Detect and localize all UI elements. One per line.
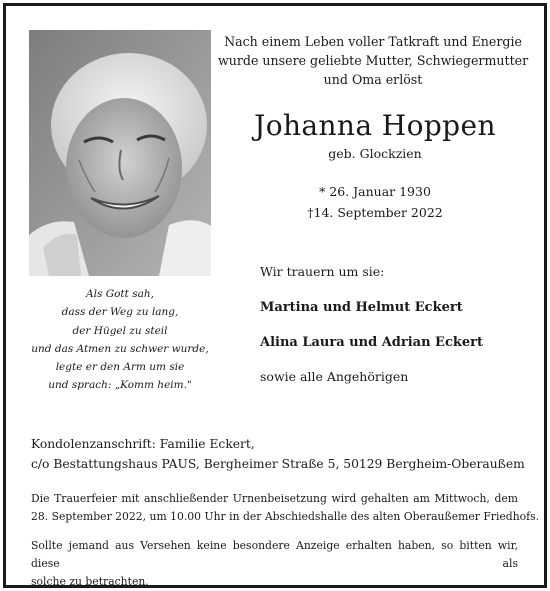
death-date: †14. September 2022 [307, 205, 443, 220]
notice-line: solche zu betrachten. [31, 575, 149, 588]
notice-text [31, 537, 518, 591]
relatives-line: sowie alle Angehörigen [260, 369, 409, 384]
poem [22, 285, 218, 395]
poem-line: der Hügel zu steil [72, 324, 168, 337]
poem-line: legte er den Arm um sie [55, 361, 185, 374]
mourner-name: Alina Laura und Adrian Eckert [260, 335, 484, 350]
birth-date: * 26. Januar 1930 [319, 184, 431, 199]
service-line: 28. September 2022, um 10.00 Uhr in der Abschiedshalle des alten Oberaußemer Friedhofs. [31, 510, 540, 523]
intro-line: und Oma erlöst [323, 72, 423, 87]
intro-text [218, 32, 528, 89]
service-line: Die Trauerfeier mit anschließender Urnenbeisetzung wird gehalten am Mittwoch, dem [31, 492, 518, 505]
poem-line: und das Atmen zu schwer wurde, [31, 342, 209, 355]
intro-line: Nach einem Leben voller Tatkraft und Energie [224, 34, 522, 49]
notice-line: Sollte jemand aus Versehen keine besondere Anzeige erhalten haben, so bitten wir, diese als [31, 539, 518, 570]
address-line: Kondolenzanschrift: Familie Eckert, [31, 437, 255, 451]
intro-line: wurde unsere geliebte Mutter, Schwiegermutter [218, 53, 529, 68]
life-dates [225, 181, 525, 223]
birth-name: geb. Glockzien [328, 146, 422, 161]
mourning-intro: Wir trauern um sie: [260, 264, 385, 279]
poem-line: Als Gott sah, [86, 288, 154, 300]
funeral-service-info [31, 490, 540, 526]
address-line: c/o Bestattungshaus PAUS, Bergheimer Straße 5, 50129 Bergheim-Oberaußem [31, 457, 525, 471]
poem-line: und sprach: „Komm heim." [48, 379, 192, 392]
poem-line: dass der Weg zu lang, [61, 306, 179, 319]
deceased-name: Johanna Hoppen [254, 109, 496, 142]
condolence-address [31, 434, 525, 474]
portrait-photo [29, 30, 211, 276]
mourner-name: Martina und Helmut Eckert [260, 300, 463, 315]
